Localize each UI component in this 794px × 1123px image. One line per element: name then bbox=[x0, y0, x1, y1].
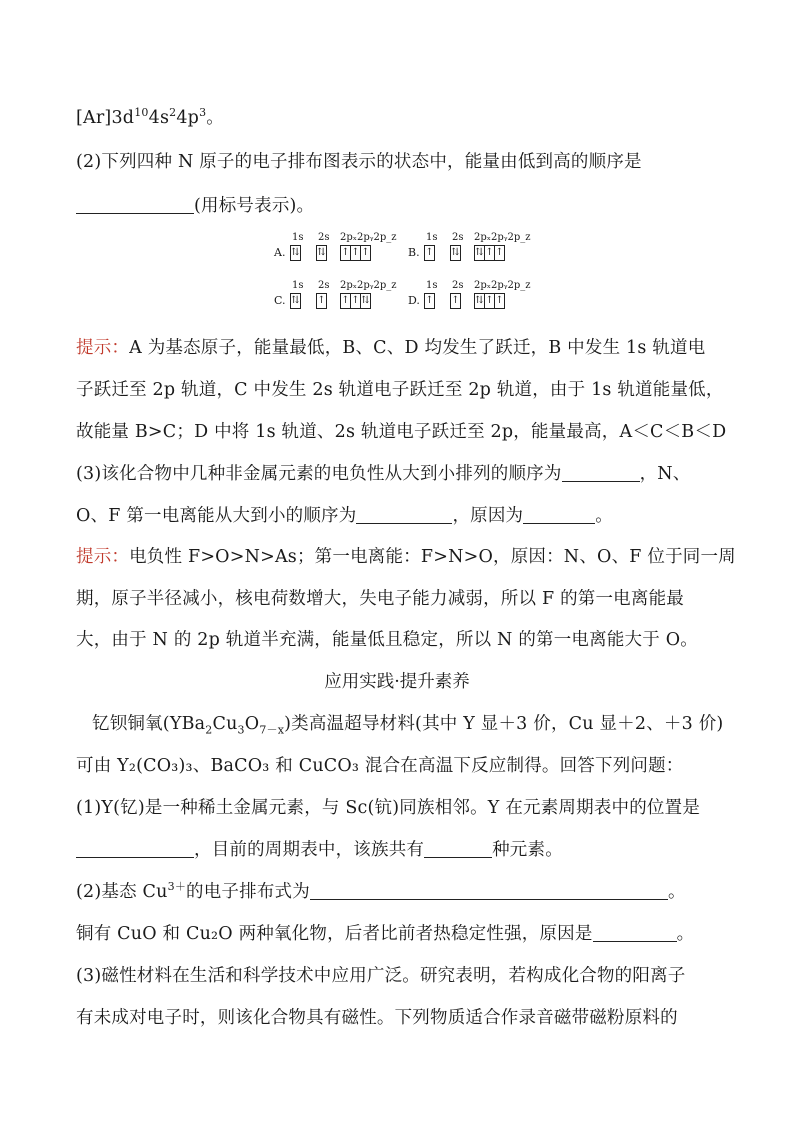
option-a-2s-box: ⇅ bbox=[316, 245, 327, 261]
hint-1-line-2: 子跃迁至 2p 轨道，C 中发生 2s 轨道电子跃迁至 2p 轨道，由于 1s 轨道能量低， bbox=[76, 380, 724, 400]
electron-config-line: $[Ar]3d^{10}4s^24p^3$。 bbox=[76, 106, 224, 128]
part-3-line-2: 有未成对电子时，则该化合物具有磁性。下列物质适合作录音磁带磁粉原料的 bbox=[76, 1008, 678, 1028]
hint-2-line-3: 大，由于 N 的 2p 轨道半充满，能量低且稳定，所以 N 的第一电离能大于 O。 bbox=[76, 630, 698, 650]
answer-blank[interactable] bbox=[562, 463, 640, 482]
option-b-2s-box: ⇅ bbox=[450, 245, 461, 261]
orbital-diagram bbox=[270, 232, 530, 312]
answer-blank[interactable] bbox=[76, 839, 194, 858]
label-1s: 1s bbox=[292, 232, 304, 243]
label-2p: 2pₓ2pᵧ2p_z bbox=[340, 280, 397, 291]
question-2-answer-line: (用标号表示)。 bbox=[76, 192, 314, 217]
part-2-line-2: 铜有 CuO 和 Cu₂O 两种氧化物，后者比前者热稳定性强，原因是 。 bbox=[76, 924, 695, 944]
option-a-2p-box: ↑ ↑ ↑ bbox=[340, 245, 371, 261]
answer-blank[interactable] bbox=[310, 881, 668, 900]
label-2s: 2s bbox=[318, 232, 330, 243]
answer-blank[interactable] bbox=[593, 923, 677, 942]
option-b-letter: B. bbox=[408, 246, 420, 259]
label-2p: 2pₓ2pᵧ2p_z bbox=[340, 232, 397, 243]
hint-1-line-1: 提示：A 为基态原子，能量最低，B、C、D 均发生了跃迁，B 中发生 1s 轨道电 bbox=[76, 338, 706, 358]
intro-line-2: 可由 Y₂(CO₃)₃、BaCO₃ 和 CuCO₃ 混合在高温下反应制得。回答下列问题： bbox=[76, 756, 684, 776]
answer-blank[interactable] bbox=[356, 505, 452, 524]
label-1s: 1s bbox=[426, 232, 438, 243]
part-3-line-1: (3)磁性材料在生活和科学技术中应用广泛。研究表明，若构成化合物的阳离子 bbox=[76, 966, 686, 986]
part-2-line-1: (2)基态 $Cu^{3+}$的电子排布式为 。 bbox=[76, 880, 686, 902]
section-title: 应用实践·提升素养 bbox=[324, 672, 470, 692]
option-c-1s-box: ⇅ bbox=[290, 293, 301, 309]
option-c-2s-box: ↑ bbox=[316, 293, 327, 309]
hint-1-line-3: 故能量 B>C；D 中将 1s 轨道、2s 轨道电子跃迁至 2p，能量最高，A＜C＜B＜D bbox=[76, 422, 727, 442]
option-a-1s-box: ⇅ bbox=[290, 245, 301, 261]
option-d-1s-box: ↑ bbox=[424, 293, 435, 309]
question-2-text: (2)下列四种 N 原子的电子排布图表示的状态中，能量由低到高的顺序是 bbox=[76, 152, 642, 172]
part-1-line-1: (1)Y(钇)是一种稀土金属元素，与 Sc(钪)同族相邻。Y 在元素周期表中的位置是 bbox=[76, 798, 701, 818]
option-c-2p-box: ↑ ↑ ⇅ bbox=[340, 293, 371, 309]
part-1-line-2: ，目前的周期表中，该族共有 种元素。 bbox=[76, 836, 563, 861]
hint-2-line-2: 期，原子半径减小，核电荷数增大，失电子能力减弱，所以 F 的第一电离能最 bbox=[76, 589, 684, 609]
label-2s: 2s bbox=[318, 280, 330, 291]
label-2p: 2pₓ2pᵧ2p_z bbox=[474, 280, 531, 291]
intro-line-1: 钇钡铜氧$(YBa_2Cu_3O_{7-x})$类高温超导材料(其中 Y 显＋3 价，Cu 显＋2、＋3 价) bbox=[92, 714, 724, 737]
hint-2-line-1: 提示：电负性 F>O>N>As；第一电离能：F>N>O，原因：N、O、F 位于同一周 bbox=[76, 547, 736, 567]
option-d-letter: D. bbox=[408, 294, 420, 307]
answer-blank[interactable] bbox=[424, 839, 492, 858]
label-2s: 2s bbox=[452, 280, 464, 291]
option-d-2s-box: ↑ bbox=[450, 293, 461, 309]
option-c-letter: C. bbox=[274, 294, 286, 307]
label-2s: 2s bbox=[452, 232, 464, 243]
question-3-line-1: (3)该化合物中几种非金属元素的电负性从大到小排列的顺序为 ，N、 bbox=[76, 464, 691, 484]
answer-blank[interactable] bbox=[523, 505, 595, 524]
label-2p: 2pₓ2pᵧ2p_z bbox=[474, 232, 531, 243]
option-d-2p-box: ⇅ ↑ ↑ bbox=[474, 293, 505, 309]
label-1s: 1s bbox=[426, 280, 438, 291]
hint-label: 提示： bbox=[76, 547, 130, 567]
option-b-1s-box: ↑ bbox=[424, 245, 435, 261]
option-b-2p-box: ⇅ ↑ ↑ bbox=[474, 245, 505, 261]
hint-label: 提示： bbox=[76, 338, 130, 358]
option-a-letter: A. bbox=[274, 246, 286, 259]
label-1s: 1s bbox=[292, 280, 304, 291]
question-3-line-2: O、F 第一电离能从大到小的顺序为 ，原因为 。 bbox=[76, 506, 613, 526]
answer-blank[interactable] bbox=[76, 195, 194, 214]
